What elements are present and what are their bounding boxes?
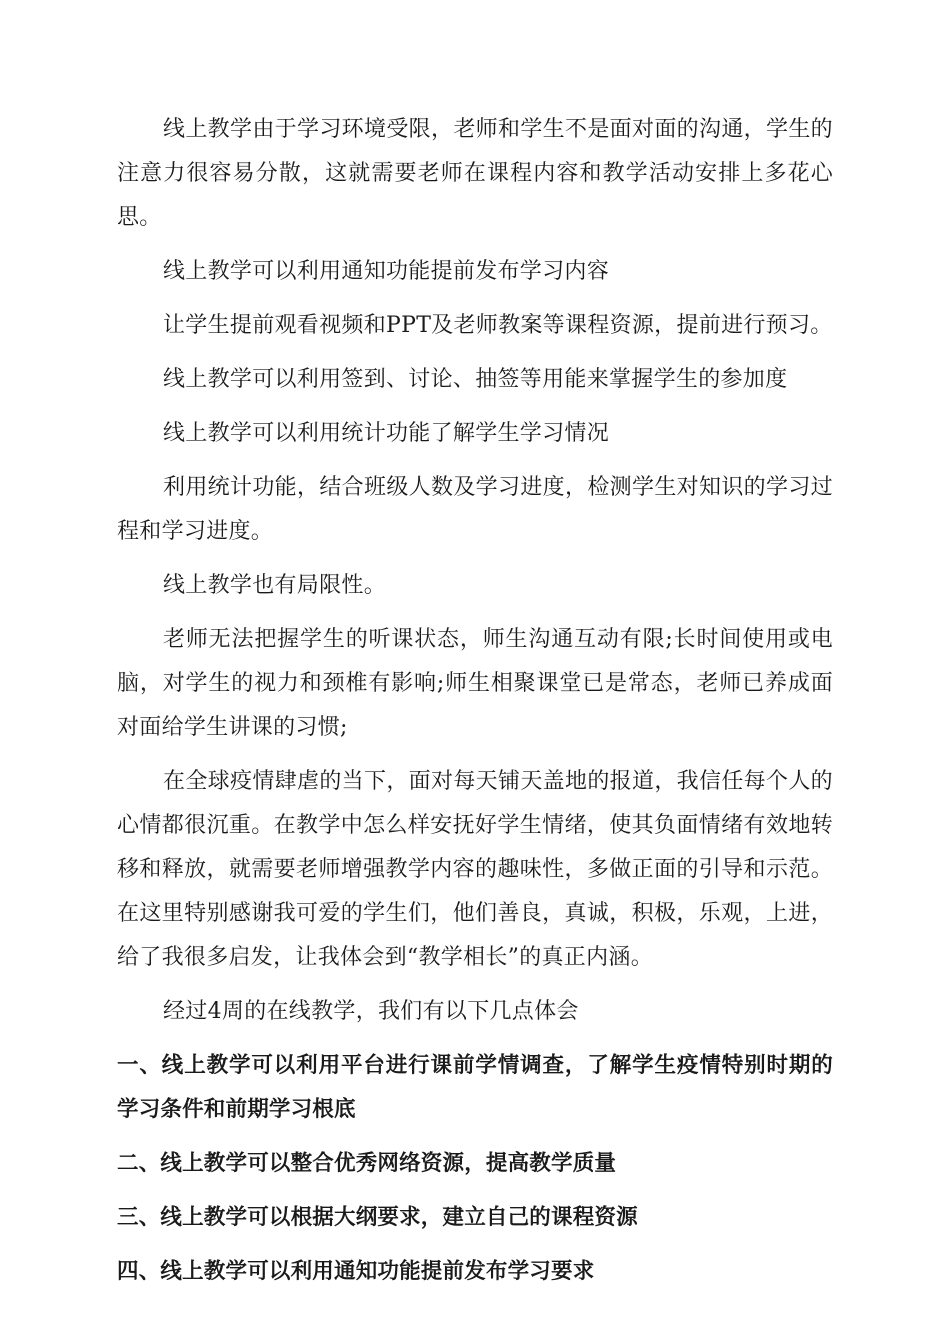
heading-four: 四、线上教学可以利用通知功能提前发布学习要求 (117, 1259, 595, 1284)
paragraph-statistics: 线上教学可以利用统计功能了解学生学习情况 (163, 421, 610, 446)
paragraph-notice-content: 线上教学可以利用通知功能提前发布学习内容 (163, 259, 610, 284)
heading-two: 二、线上教学可以整合优秀网络资源，提高教学质量 (117, 1151, 617, 1176)
paragraph-summary-intro: 经过4周的在线教学，我们有以下几点体会 (163, 999, 579, 1024)
paragraph-attention: 线上教学由于学习环境受限，老师和学生不是面对面的沟通，学生的注意力很容易分散，这就需要老师在课程内容和教学活动安排上多花心思。 (117, 117, 833, 230)
paragraph-statistics-detail: 利用统计功能，结合班级人数及学习进度，检测学生对知识的学习过程和学习进度。 (117, 475, 833, 544)
paragraph-epidemic: 在全球疫情肆虐的当下，面对每天铺天盖地的报道，我信任每个人的心情都很沉重。在教学中怎么样安抚好学生情绪，使其负面情绪有效地转移和释放，就需要老师增强教学内容的趣味性，多做正面的引导和示范。在这里特别感谢我可爱的学生们，他们善良，真诚，积极，乐观，上进，给了我很多启发，让我体会到“教学相长”的真正内涵。 (117, 769, 833, 970)
heading-three: 三、线上教学可以根据大纲要求，建立自己的课程资源 (117, 1205, 638, 1230)
document-page (117, 108, 833, 1304)
paragraph-limitations-detail: 老师无法把握学生的听课状态，师生沟通互动有限;长时间使用或电脑，对学生的视力和颈椎有影响;师生相聚课堂已是常态，老师已养成面对面给学生讲课的习惯; (117, 627, 833, 740)
paragraph-sign-in: 线上教学可以利用签到、讨论、抽签等用能来掌握学生的参加度 (163, 367, 788, 392)
paragraph-preview: 让学生提前观看视频和PPT及老师教案等课程资源，提前进行预习。 (163, 313, 833, 338)
heading-one: 一、线上教学可以利用平台进行课前学情调查，了解学生疫情特别时期的学习条件和前期学习根底 (117, 1053, 833, 1122)
paragraph-limitations: 线上教学也有局限性。 (163, 573, 387, 598)
